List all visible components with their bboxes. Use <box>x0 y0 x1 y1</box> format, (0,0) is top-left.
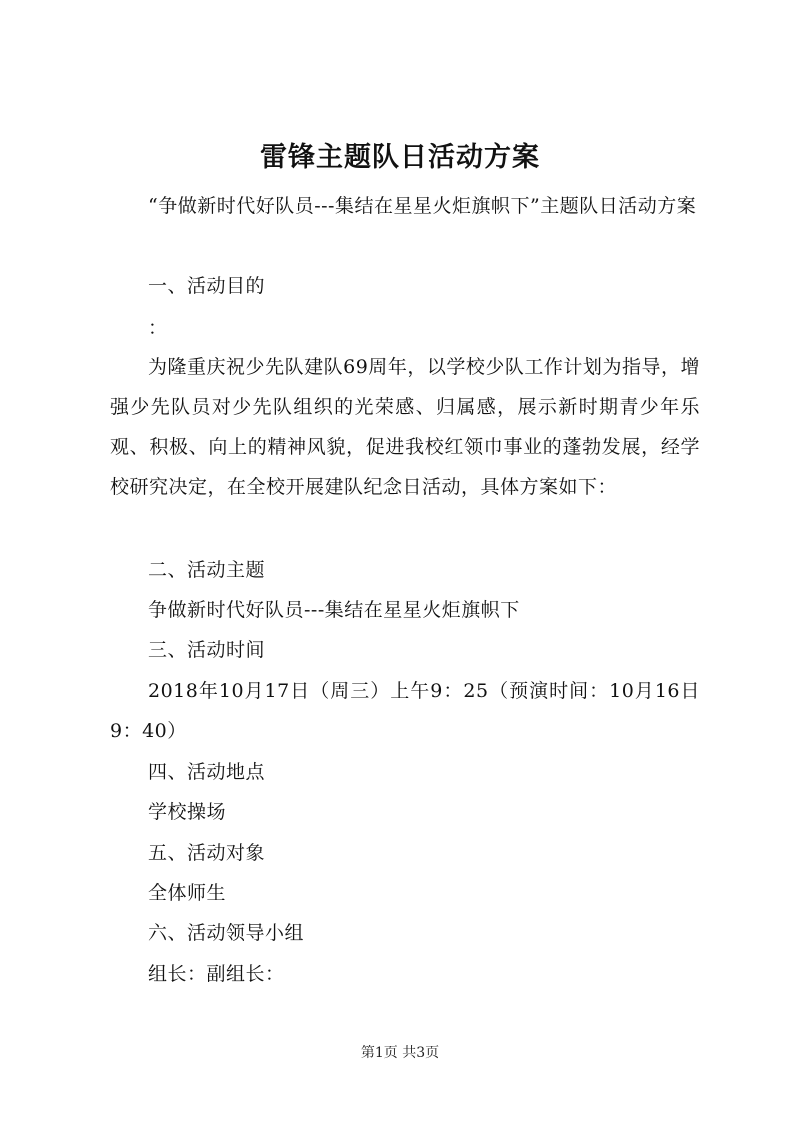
section3-heading: 三、活动时间 <box>148 639 266 661</box>
section4-heading: 四、活动地点 <box>148 761 266 783</box>
section5-body: 全体师生 <box>148 882 227 904</box>
document-title: 雷锋主题队日活动方案 <box>260 142 540 173</box>
section5-heading: 五、活动对象 <box>148 842 266 864</box>
section6-body: 组长：副组长： <box>148 963 285 985</box>
section2-heading: 二、活动主题 <box>148 559 266 581</box>
section6-heading: 六、活动领导小组 <box>148 922 305 944</box>
section3-body: 2018年10月17日（周三）上午9：25（预演时间：10月16日9：40） <box>110 680 700 742</box>
section1-colon: ： <box>148 317 168 339</box>
section4-body: 学校操场 <box>148 801 227 823</box>
page-number-footer: 第1页 共3页 <box>360 1045 440 1061</box>
section1-body: 为隆重庆祝少先队建队69周年，以学校少队工作计划为指导，增强少先队员对少先队组织的光荣感、归属感，展示新时期青少年乐观、积极、向上的精神风貌，促进我校红领巾事业的蓬勃发展，经学校研究决定，在全校开展建队纪念日活动，具体方案如下： <box>110 356 700 498</box>
document-subtitle: “争做新时代好队员---集结在星星火炬旗帜下”主题队日活动方案 <box>148 195 697 217</box>
section2-body: 争做新时代好队员---集结在星星火炬旗帜下 <box>148 599 520 621</box>
section1-heading: 一、活动目的 <box>148 275 266 297</box>
